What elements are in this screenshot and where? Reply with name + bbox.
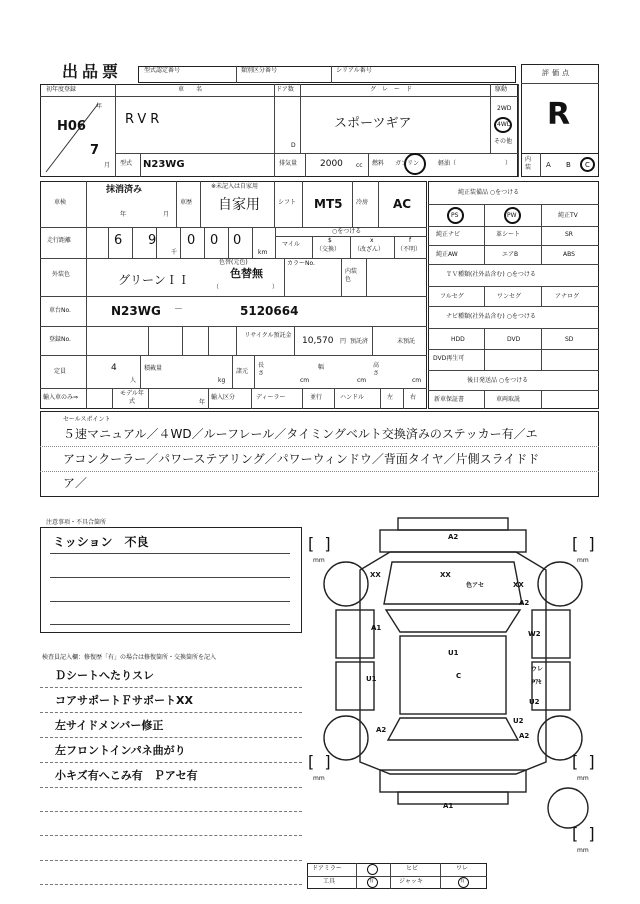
mileage-circle-note: ○をつける [332, 228, 362, 235]
form-title: 出品票 [62, 62, 123, 81]
model-label: 型式 [120, 160, 133, 167]
mm-spare: mm [577, 847, 589, 854]
mark-a2-top: A2 [448, 533, 459, 541]
color-value: グリーンＩＩ [118, 273, 190, 287]
mark-a1-left: A1 [371, 624, 382, 632]
opt-airbag: エアB [502, 251, 519, 258]
inspector-line-2: コアサポートＦサポートXX [55, 694, 193, 707]
opt-ps: PS [451, 212, 459, 219]
mirror-circle [367, 864, 378, 875]
inspection-year-unit: 年 [120, 211, 127, 218]
width-unit: cm [357, 377, 367, 384]
mm-rr: mm [577, 775, 589, 782]
mark-u2-a: U2 [529, 698, 540, 706]
first-reg-month: 7 [90, 143, 100, 158]
mm-fr: mm [577, 557, 589, 564]
chassis-model: N23WG [111, 304, 161, 318]
opt-manual: 車両取説 [496, 396, 521, 403]
opt-leather: 革シート [496, 231, 521, 238]
color-label: 外装色 [52, 271, 71, 278]
import-type-label: 輸入区分 [211, 394, 236, 401]
length-unit: cm [300, 377, 310, 384]
crack-label: ヒビ [406, 865, 419, 872]
height-label: 高さ [373, 362, 380, 377]
notes-line-1: ミッション 不良 [53, 535, 149, 549]
inspector-line-4: 左フロントインパネ曲がり [55, 744, 186, 757]
drive-2wd: 2WD [497, 105, 512, 112]
door-d: D [291, 142, 296, 149]
model-year-label: モデル年式 [120, 390, 144, 405]
opt-one-seg: ワンセグ [497, 293, 522, 300]
history-value: 自家用 [218, 197, 260, 213]
mileage-digit-1: 6 [114, 233, 123, 248]
opt-hdd: HDD [451, 336, 465, 343]
inspection-month-unit: 月 [163, 211, 170, 218]
later-title: 後日発送品 ○をつける [467, 377, 529, 384]
model-value: N23WG [143, 159, 185, 170]
jack-label: ジャッキ [399, 878, 423, 885]
model-year-unit: 年 [199, 399, 206, 406]
handle-label: ハンドル [340, 394, 365, 401]
history-note: ※未記入は自家用 [211, 183, 259, 190]
import-dealer: ディーラー [256, 394, 286, 401]
repaint-label: 色替(元色) [219, 259, 248, 266]
repaint-value: 色替無 [230, 267, 263, 280]
inspector-line-1: Ｄシートへたりスレ [55, 669, 154, 682]
mark-a2-left: A2 [376, 726, 387, 734]
car-name-label: 車 名 [178, 86, 203, 93]
mark-u1-left: U1 [366, 675, 377, 683]
month-unit: 月 [104, 162, 111, 169]
sales-point-label: セールスポイント [63, 416, 111, 423]
navi-type-title: ナビ種類(社外品含む) ○をつける [446, 313, 536, 320]
exchange-label: （交換） [316, 246, 341, 253]
capacity-value: 4 [111, 363, 117, 373]
mm-bracket-spare: [ ] [572, 824, 595, 843]
mark-a2-right: A2 [519, 599, 530, 607]
options-title: 純正装備品 ○をつける [458, 189, 520, 196]
mm-bracket-rr: [ ] [572, 752, 595, 771]
first-reg-label: 初年度登録 [46, 86, 77, 93]
interior-a: A [546, 161, 551, 169]
mileage-digit-5: 0 [233, 233, 242, 248]
opt-navi: 純正ナビ [436, 231, 461, 238]
capacity-unit: 人 [130, 377, 137, 384]
chassis-label: 車台No. [49, 307, 71, 314]
chassis-dash: － [174, 305, 184, 315]
handle-right: 右 [410, 394, 417, 401]
recycle-undeposited: 未預託 [397, 338, 416, 345]
class-label: 類別区分番号 [241, 67, 278, 74]
load-unit: kg [218, 377, 226, 384]
opt-dvd: DVD [507, 336, 521, 343]
mm-rl: mm [313, 775, 325, 782]
mark-kure: ウレ [531, 666, 544, 673]
mark-a2-rb: A2 [519, 732, 530, 740]
dims-label: 諸元 [236, 368, 249, 375]
fuel-close: ） [505, 160, 512, 167]
mileage-label: 走行距離 [47, 237, 72, 244]
history-label: 車歴 [180, 199, 193, 206]
mark-w2: W2 [528, 630, 541, 638]
capacity-label: 定員 [54, 368, 67, 375]
opt-aw: 純正AW [436, 251, 458, 258]
car-damage-diagram [300, 512, 600, 872]
mark-c: C [456, 672, 462, 680]
shift-value: MT5 [314, 197, 343, 211]
jack-ok: 有 [460, 878, 466, 884]
mileage-digit-2: 9 [148, 233, 157, 248]
inspection-label: 車検 [54, 199, 67, 206]
opt-abs: ABS [563, 251, 575, 258]
interior-b: B [566, 161, 571, 169]
fuel-gasoline: ガソリン [395, 160, 420, 167]
interior-label: 内装 [525, 156, 532, 171]
inspector-label: 検査員記入欄：修復歴「有」の場合は修復箇所・交換箇所を記入 [42, 654, 217, 661]
doors-label: ドア数 [276, 86, 294, 93]
ac-value: AC [393, 197, 412, 211]
length-label: 長さ [258, 362, 265, 377]
opt-tv: 純正TV [558, 212, 578, 219]
spec-table [40, 181, 427, 409]
notes-label: 注意事項・不具合箇所 [46, 519, 107, 526]
mm-fl: mm [313, 557, 325, 564]
handle-left: 左 [387, 394, 394, 401]
altered-sym: x [370, 237, 374, 244]
tools-ok: 有 [369, 878, 375, 884]
serial-label: シリアル番号 [336, 67, 372, 74]
sales-point-line-2: アコンクーラー／パワーステアリング／パワーウィンドウ／背面タイヤ／片側スライドド [63, 452, 540, 466]
drive-other: その他 [494, 138, 513, 145]
width-label: 幅 [318, 364, 325, 371]
thousand-mark: 千 [171, 249, 178, 256]
mileage-digit-3: 0 [187, 233, 196, 248]
first-reg-year: H06 [57, 119, 86, 134]
grade-value: スポーツギア [334, 116, 412, 131]
opt-dvd-play: DVD再生可 [433, 355, 465, 362]
mm-bracket-rl: [ ] [308, 752, 331, 771]
import-label: 輸入車のみ⇒ [43, 394, 79, 401]
tv-type-title: ＴＶ種類(社外品含む) ○をつける [446, 271, 536, 278]
km-unit: km [258, 249, 268, 256]
color-no-label: カラーNo. [287, 260, 315, 267]
mm-bracket-fl: [ ] [308, 534, 331, 553]
mm-bracket-fr: [ ] [572, 534, 595, 553]
opt-sd: SD [565, 336, 574, 343]
opt-warranty: 新車保証書 [434, 396, 465, 403]
recycle-yen: 円 [340, 338, 347, 345]
repaint-paren-close: ） [272, 284, 279, 291]
opt-full-seg: フルセグ [440, 293, 464, 300]
mileage-digit-4: 0 [210, 233, 219, 248]
mark-u1-center: U1 [448, 649, 459, 657]
grade-label: グ レ ー ド [370, 86, 413, 93]
recycle-amount: 10,570 [302, 336, 334, 346]
interior-color-label: 内装色 [345, 268, 358, 283]
displacement-value: 2000 [320, 159, 343, 169]
import-parallel: 並行 [310, 394, 323, 401]
chassis-number: 5120664 [240, 304, 299, 318]
recycle-deposited: 預託済 [350, 338, 369, 345]
sales-point-line-1: ５速マニュアル／４WD／ルーフレール／タイミングベルト交換済みのステッカー有／エ [63, 427, 538, 441]
drive-4wd: 4WD [497, 121, 512, 128]
car-name: RVR [125, 112, 164, 127]
sales-point-line-3: ア／ [63, 476, 88, 490]
opt-sr: SR [565, 231, 573, 238]
header-fields [138, 66, 516, 83]
height-unit: cm [412, 377, 422, 384]
altered-label: （改ざん） [354, 246, 385, 253]
mile-label: マイル [282, 241, 300, 248]
opt-analog: アナログ [555, 293, 580, 300]
displacement-label: 排気量 [279, 160, 298, 167]
mark-pase: Pｱｾ [531, 679, 542, 686]
evaluation-label: 評価点 [542, 69, 572, 77]
exchange-sym: $ [328, 237, 332, 244]
mark-xx-center: XX [440, 571, 451, 579]
opt-pw: PW [507, 212, 517, 219]
evaluation-score: R [547, 97, 571, 132]
interior-c: C [585, 161, 590, 169]
mark-color-fade: 色アセ [466, 582, 484, 589]
mark-xx-right: XX [513, 581, 524, 589]
type-cert-label: 型式認定番号 [144, 67, 181, 74]
displacement-unit: cc [356, 162, 363, 169]
ware-label: ワレ [456, 865, 469, 872]
tools-label: 工具 [323, 878, 336, 885]
inspection-status: 抹消済み [106, 185, 143, 195]
fuel-label: 燃料 [372, 160, 385, 167]
inspector-line-3: 左サイドメンバー修正 [55, 719, 164, 732]
load-label: 積載量 [144, 365, 163, 372]
mirror-label: ドアミラー [312, 865, 342, 872]
mark-u2-b: U2 [513, 717, 524, 725]
recycle-label: リサイクル預託金 [244, 332, 292, 339]
mark-xx-left: XX [370, 571, 381, 579]
fuel-diesel: 軽油（ [438, 160, 457, 167]
fuel-circle [404, 153, 426, 175]
shift-label: シフト [278, 199, 297, 206]
unknown-sym: f [409, 237, 412, 244]
year-unit: 年 [96, 103, 103, 110]
unknown-label: （不明） [397, 246, 422, 253]
mark-a1-bottom: A1 [443, 802, 454, 810]
registration-label: 登録No. [49, 336, 71, 343]
ac-label: 冷房 [356, 199, 369, 206]
inspector-line-5: 小キズ有へこみ有 Ｐアセ有 [55, 769, 198, 782]
drive-label: 駆動 [495, 86, 508, 93]
repaint-paren-open: （ [213, 284, 220, 291]
